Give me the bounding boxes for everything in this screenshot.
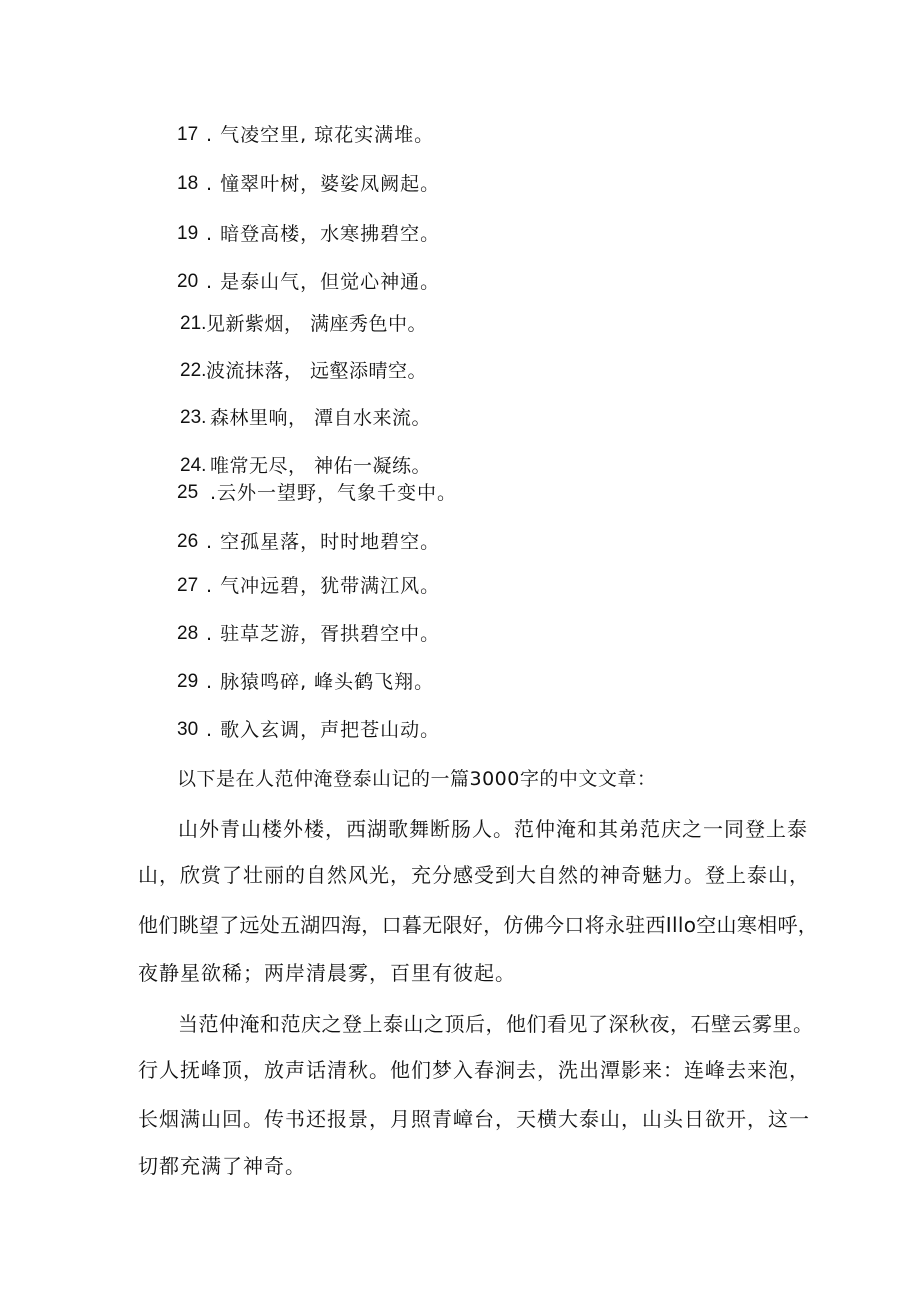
item-text: . 脉猿鸣碎, 峰头鹤飞翔。 <box>206 671 435 693</box>
item-number: 26 <box>177 531 199 552</box>
item-text: . 驻草芝游，胥拱碧空中。 <box>206 623 441 645</box>
item-number: 22. <box>180 360 207 381</box>
item-number: 24. <box>180 455 207 476</box>
item-number: 18 <box>177 173 199 194</box>
item-number: 27 <box>177 575 199 596</box>
item-text: 波流抹落， 远壑添晴空。 <box>206 360 428 382</box>
item-number: 28 <box>177 623 199 644</box>
item-text: 唯常无尽， 神佑一凝练。 <box>210 455 432 477</box>
item-text: . 憧翠叶树，婆娑凤阙起。 <box>206 173 441 195</box>
paragraph-1-line: 山，欣赏了壮丽的自然风光，充分感受到大自然的神奇魅力。登上泰山， <box>138 863 810 887</box>
item-number: 30 <box>177 719 199 740</box>
item-number: 21. <box>180 313 207 334</box>
item-number: 17 <box>177 124 199 145</box>
item-text: 见新紫烟， 满座秀色中。 <box>206 313 428 335</box>
item-text: . 是泰山气，但觉心神通。 <box>206 271 441 293</box>
item-number: 20 <box>177 271 199 292</box>
item-text: . 气凌空里, 琼花实满堆。 <box>206 124 435 146</box>
item-text: . 气冲远碧，犹带满江风。 <box>206 575 441 597</box>
paragraph-2-line: 当范仲淹和范庆之登上泰山之顶后，他们看见了深秋夜，石壁云雾里。 <box>178 1012 814 1036</box>
item-text: . 歌入玄调，声把苍山动。 <box>206 719 441 741</box>
paragraph-1-line: 山外青山楼外楼，西湖歌舞断肠人。范仲淹和其弟范庆之一同登上泰 <box>178 817 808 841</box>
paragraph-1-line: 夜静星欲稀；两岸清晨雾，百里有彼起。 <box>138 961 516 985</box>
item-text: .云外一望野，气象千变中。 <box>210 482 458 504</box>
paragraph-2-line: 长烟满山回。传书还报景，月照青嶂台，天横大泰山，山头日欲开，这一 <box>138 1107 810 1131</box>
paragraph-1-line: 他们眺望了远处五湖四海，口暮无限好，仿佛今口将永驻西Illo空山寒相呼， <box>138 913 819 937</box>
item-text: 森林里响， 潭自水来流。 <box>210 407 432 429</box>
item-number: 23. <box>180 407 207 428</box>
item-number: 25 <box>177 482 199 503</box>
item-text: . 空孤星落，时时地碧空。 <box>206 531 441 553</box>
item-text: . 暗登高楼，水寒拂碧空。 <box>206 223 441 245</box>
item-number: 19 <box>177 223 199 244</box>
intro-line: 以下是在人范仲淹登泰山记的一篇3000字的中文文章： <box>177 768 657 790</box>
item-number: 29 <box>177 671 199 692</box>
paragraph-2-line: 行人抚峰顶，放声话清秋。他们梦入春涧去，洗出潭影来：连峰去来泡， <box>138 1058 810 1082</box>
paragraph-2-line: 切都充满了神奇。 <box>138 1154 306 1178</box>
